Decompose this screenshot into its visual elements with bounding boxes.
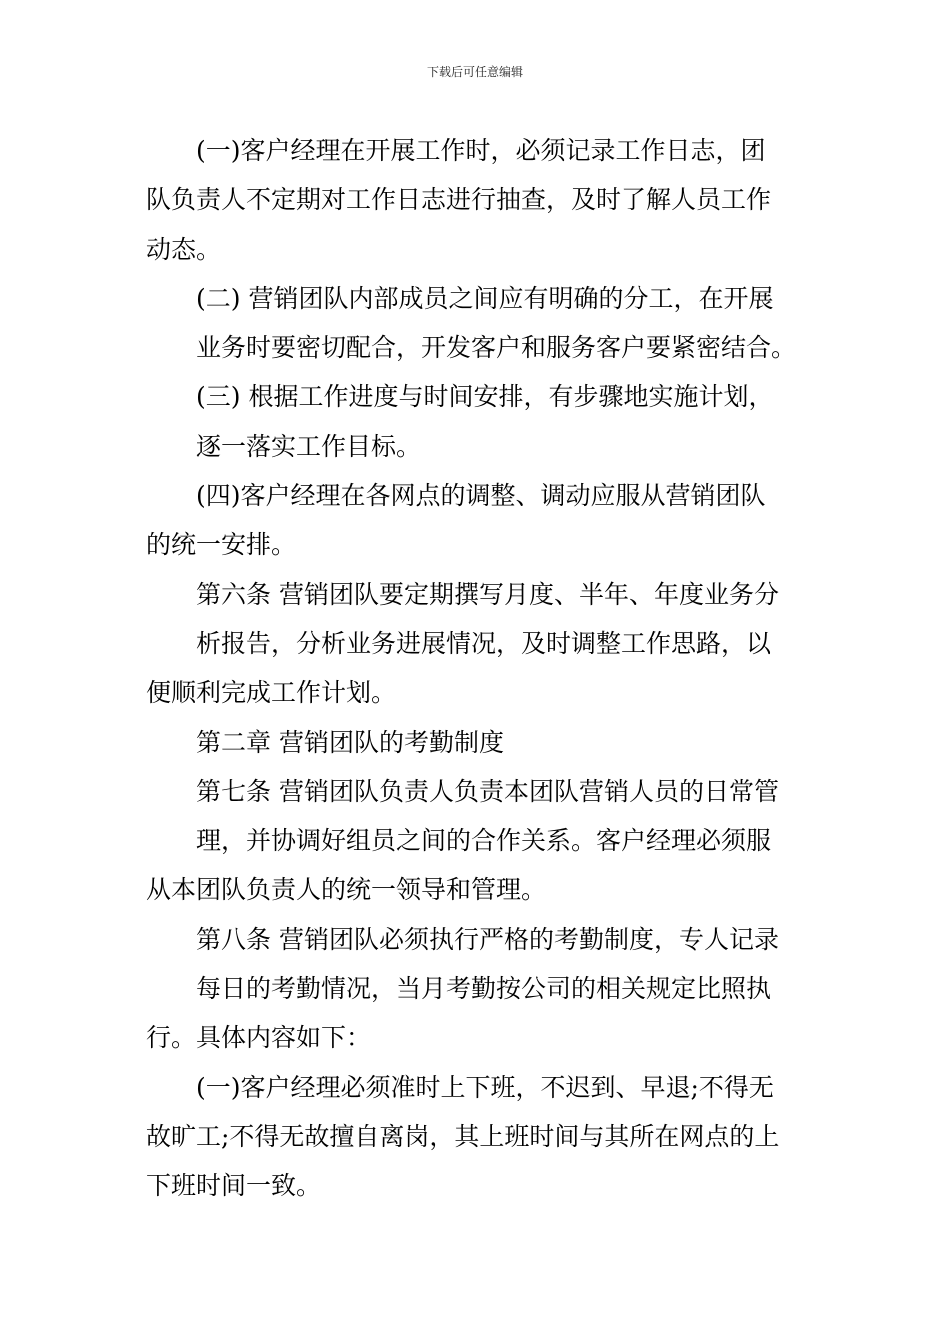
text-line: 动态。 (146, 234, 222, 264)
document-body (146, 126, 808, 1211)
page-header: 下载后可任意编辑 (426, 65, 523, 79)
text-line: 行。具体内容如下： (146, 1023, 372, 1053)
text-line: 故旷工;不得无故擅自离岗，其上班时间与其所在网点的上 (146, 1121, 780, 1151)
text-line: 队负责人不定期对工作日志进行抽查，及时了解人员工作 (146, 185, 772, 215)
text-line: 第六条 营销团队要定期撰写月度、半年、年度业务分 (196, 579, 779, 609)
text-line: 从本团队负责人的统一领导和管理。 (146, 875, 547, 905)
text-line: (一)客户经理在开展工作时，必须记录工作日志，团 (196, 136, 766, 165)
text-line: 第八条 营销团队必须执行严格的考勤制度，专人记录 (196, 924, 779, 954)
text-line: 逐一落实工作目标。 (196, 431, 422, 461)
text-line: 便顺利完成工作计划。 (146, 678, 397, 708)
text-line: 析报告，分析业务进展情况，及时调整工作思路，以 (196, 628, 772, 658)
text-line: 每日的考勤情况，当月考勤按公司的相关规定比照执 (196, 974, 772, 1004)
text-line: 第二章 营销团队的考勤制度 (196, 727, 504, 757)
text-line: (三) 根据工作进度与时间安排，有步骤地实施计划， (196, 382, 774, 412)
text-line: 业务时要密切配合，开发客户和服务客户要紧密结合。 (196, 333, 797, 363)
text-line: 第七条 营销团队负责人负责本团队营销人员的日常管 (196, 776, 779, 806)
text-line: 的统一安排。 (146, 530, 297, 560)
text-line: 下班时间一致。 (146, 1171, 322, 1201)
text-line: (四)客户经理在各网点的调整、调动应服从营销团队 (196, 481, 766, 511)
text-line: (二) 营销团队内部成员之间应有明确的分工，在开展 (196, 283, 774, 313)
text-line: 理，并协调好组员之间的合作关系。客户经理必须服 (196, 826, 772, 856)
text-line: (一)客户经理必须准时上下班，不迟到、早退;不得无 (196, 1072, 774, 1102)
